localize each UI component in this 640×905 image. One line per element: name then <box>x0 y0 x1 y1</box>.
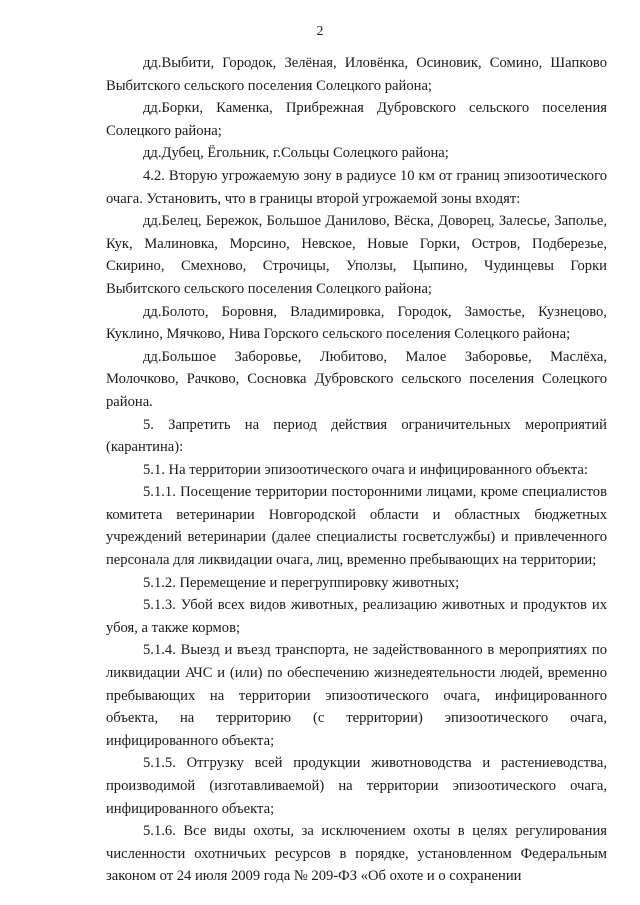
paragraph-settlements-dubets: дд.Дубец, Ёгольник, г.Сольцы Солецкого района; <box>143 145 449 162</box>
paragraph-settlements-vybiti: дд.Выбити, Городок, Зелёная, Иловёнка, Осиновик, Сомино, Шапково Выбитского сельского поселения Солецкого района; <box>106 55 607 94</box>
paragraph-section-5-1-4: 5.1.4. Выезд и въезд транспорта, не задействованного в мероприятиях по ликвидации АЧС и (или) по обеспечению жизнедеятельности людей, временно пребывающих на территории эпизоотического очага, инфицированного объекта, на территорию (с территории) эпизоотического очага, инфицированного объекта; <box>106 642 607 749</box>
paragraph-section-5-1-1: 5.1.1. Посещение территории посторонними лицами, кроме специалистов комитета ветеринарии Новгородской области и областных бюджетных учреждений ветеринарии (далее специалисты госветслужбы) и привлеченного персонала для ликвидации очага, лиц, временно пребывающих на территории; <box>106 484 607 569</box>
document-body <box>106 52 607 888</box>
paragraph-section-5-1: 5.1. На территории эпизоотического очага и инфицированного объекта: <box>143 461 588 478</box>
paragraph-section-5: 5. Запретить на период действия ограничительных мероприятий (карантина): <box>106 416 607 456</box>
paragraph-settlements-borki: дд.Борки, Каменка, Прибрежная Дубровского сельского поселения Солецкого района; <box>106 100 607 139</box>
paragraph-settlements-belets: дд.Белец, Бережок, Большое Данилово, Вёска, Доворец, Залесье, Заполье, Кук, Малиновка, Морсино, Невское, Новые Горки, Остров, Подберезье, Скирино, Смехново, Строчицы, Уползы, Цыпино, Чудинцевы Горки Выбитского сельского поселения Солецкого района; <box>106 213 607 297</box>
paragraph-section-4-2: 4.2. Вторую угрожаемую зону в радиусе 10 км от границ эпизоотического очага. Установить, что в границы второй угрожаемой зоны входят: <box>106 167 607 207</box>
page-number: 2 <box>316 24 324 39</box>
paragraph-section-5-1-2: 5.1.2. Перемещение и перегруппировку животных; <box>143 574 460 591</box>
paragraph-section-5-1-5: 5.1.5. Отгрузку всей продукции животноводства и растениеводства, производимой (изготавливаемой) на территории эпизоотического очага, инфицированного объекта; <box>106 755 607 817</box>
paragraph-section-5-1-6: 5.1.6. Все виды охоты, за исключением охоты в целях регулирования численности охотничьих ресурсов в порядке, установленном Федеральным законом от 24 июля 2009 года № 209-ФЗ «Об охоте и о сохранении <box>106 823 607 885</box>
paragraph-settlements-boloto: дд.Болото, Боровня, Владимировка, Городок, Замостье, Кузнецово, Куклино, Мячково, Нива Горского сельского поселения Солецкого района; <box>106 303 607 343</box>
paragraph-settlements-bolshoe-zaborovye: дд.Большое Заборовье, Любитово, Малое Заборовье, Маслёха, Молочково, Рачково, Сосновка Дубровского сельского поселения Солецкого района. <box>106 348 607 410</box>
paragraph-section-5-1-3: 5.1.3. Убой всех видов животных, реализацию животных и продуктов их убоя, а также кормов; <box>106 597 607 636</box>
